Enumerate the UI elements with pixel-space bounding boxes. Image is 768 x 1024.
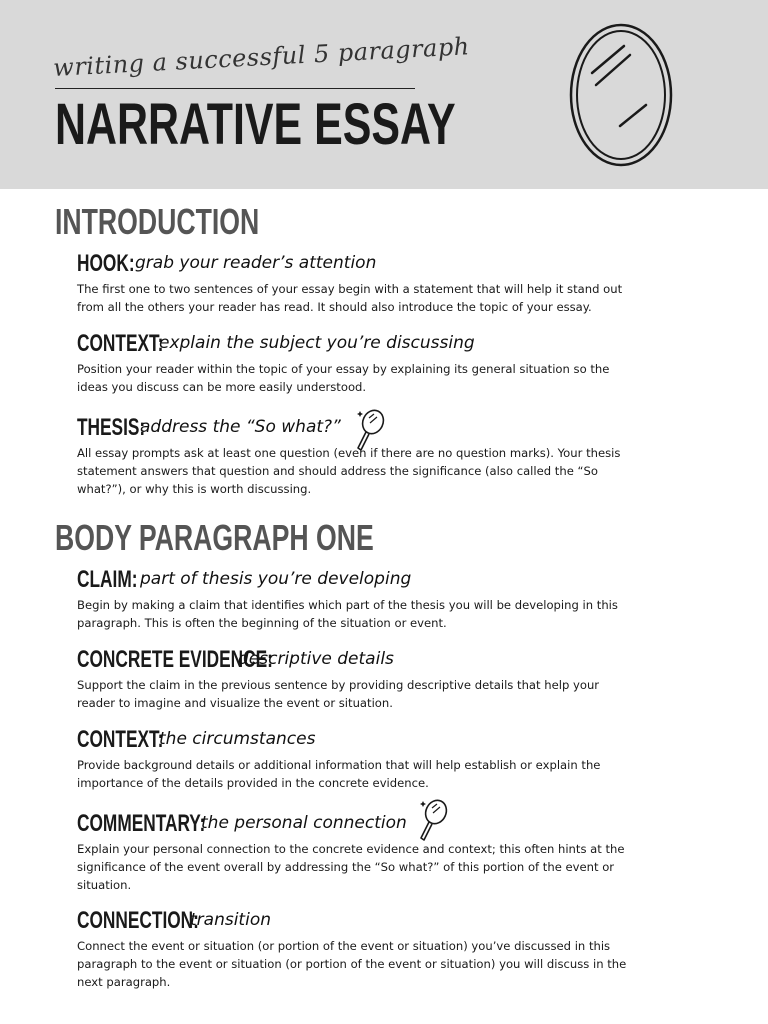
body-item-concrete-evidence — [77, 646, 637, 712]
page-title: NARRATIVE ESSAY — [55, 92, 456, 157]
item-label: CONNECTION: — [77, 907, 199, 934]
intro-item-thesis — [77, 414, 637, 498]
item-label: CLAIM: — [77, 566, 138, 593]
body-item-context — [77, 726, 637, 792]
item-label: CONCRETE EVIDENCE: — [77, 646, 273, 673]
item-body: All essay prompts ask at least one question (even if there are no question marks). Your thesis statement answers that question and should address the significance (also called the “So what?”), or why this is worth discussing. — [77, 446, 621, 496]
body-item-commentary — [77, 810, 637, 894]
item-label: CONTEXT: — [77, 726, 164, 753]
hand-mirror-icon — [354, 408, 386, 452]
intro-item-hook — [77, 250, 637, 316]
item-tagline: grab your reader’s attention — [135, 253, 377, 273]
item-tagline: transition — [190, 910, 271, 930]
item-body: Connect the event or situation (or portion of the event or situation) you’ve discussed in this paragraph to the event or situation (or portion of the event or situation) you will discuss in the next paragraph. — [77, 939, 627, 989]
item-tagline: descriptive details — [238, 649, 394, 669]
section-title-introduction: INTRODUCTION — [55, 201, 260, 242]
item-body: Begin by making a claim that identifies which part of the thesis you will be developing in this paragraph. This is often the beginning of the situation or event. — [77, 598, 618, 630]
item-label: CONTEXT: — [77, 330, 164, 357]
item-body: Explain your personal connection to the concrete evidence and context; this often hints at the significance of the event overall by addressing the “So what?” of this portion of the event or situation. — [77, 842, 625, 892]
item-tagline: the personal connection — [201, 813, 407, 833]
intro-item-context — [77, 330, 637, 396]
item-label: HOOK: — [77, 250, 135, 277]
oval-mirror-icon — [566, 21, 676, 169]
header-subtitle: writing a successful 5 paragraph — [52, 32, 471, 82]
item-tagline: part of thesis you’re developing — [140, 569, 412, 589]
subtitle-underline — [55, 88, 415, 89]
header-banner — [0, 0, 768, 189]
section-title-body-paragraph-one: BODY PARAGRAPH ONE — [55, 517, 374, 558]
item-tagline: the circumstances — [159, 729, 316, 749]
hand-mirror-icon — [417, 798, 449, 842]
item-body: Position your reader within the topic of your essay by explaining its general situation so the ideas you discuss can be more easily understood. — [77, 362, 610, 394]
item-tagline: address the “So what?” — [140, 417, 341, 437]
body-item-claim — [77, 566, 637, 632]
item-body: The first one to two sentences of your essay begin with a statement that will help it stand out from all the others your reader has read. It should also introduce the topic of your essay. — [77, 282, 623, 314]
item-body: Provide background details or additional information that will help establish or explain the importance of the details provided in the concrete evidence. — [77, 758, 601, 790]
item-body: Support the claim in the previous sentence by providing descriptive details that help your reader to imagine and visualize the event or situation. — [77, 678, 600, 710]
item-tagline: explain the subject you’re discussing — [159, 333, 475, 353]
body-item-connection — [77, 907, 637, 991]
item-label: COMMENTARY: — [77, 810, 206, 837]
item-label: THESIS: — [77, 414, 146, 441]
